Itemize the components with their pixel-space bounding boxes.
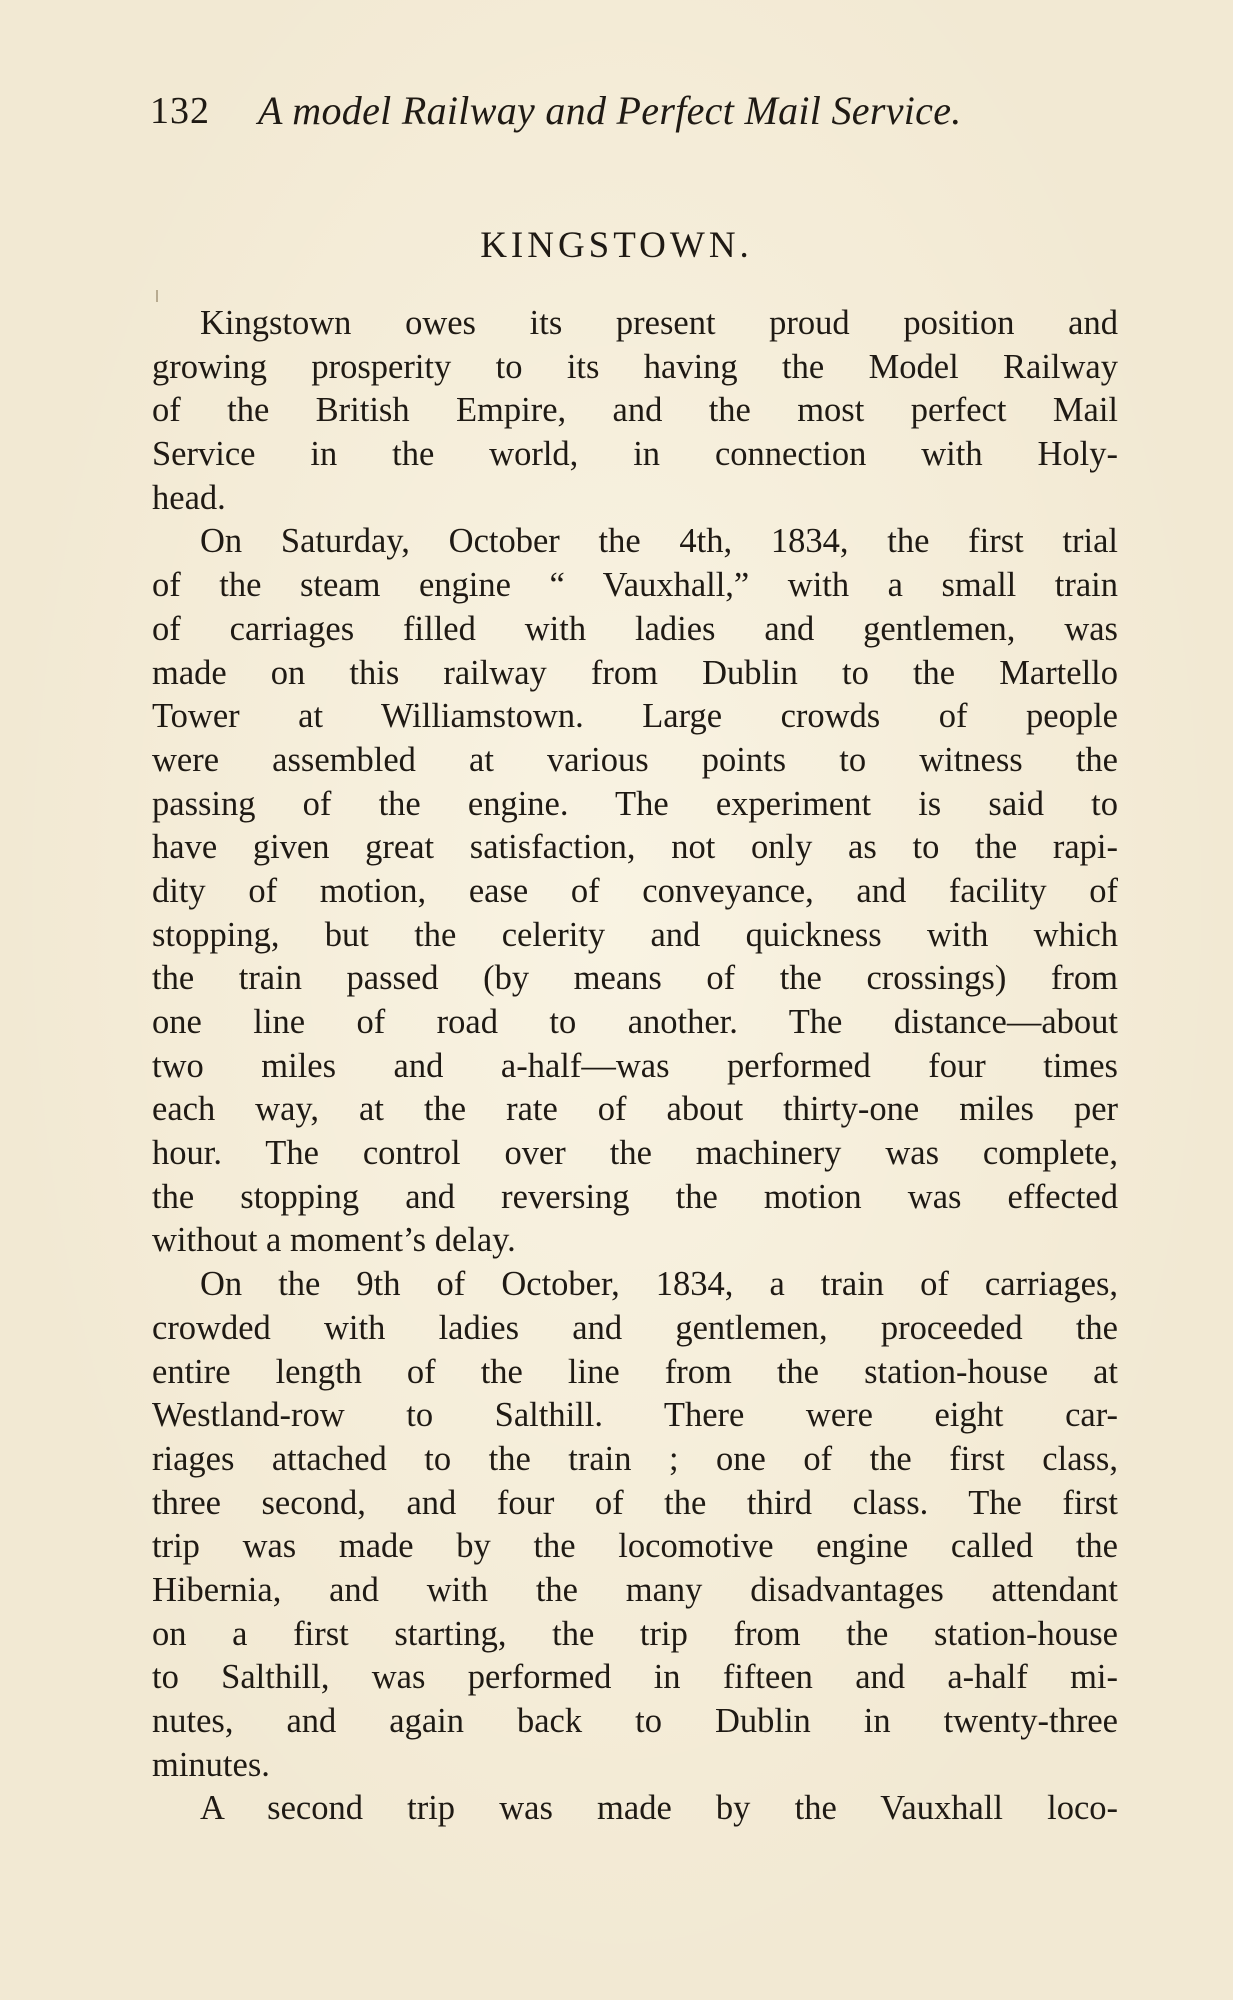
text-line: Hibernia, and with the many disadvantages attendant (152, 1570, 1118, 1609)
text-line: riages attached to the train ; one of the first class, (152, 1439, 1118, 1478)
text-line: On the 9th of October, 1834, a train of carriages, (200, 1265, 1118, 1304)
text-line: made on this railway from Dublin to the Martello (152, 653, 1118, 692)
text-line: two miles and a-half—was performed four times (152, 1046, 1118, 1085)
page-number: 132 (150, 90, 210, 132)
running-title: A model Railway and Perfect Mail Service. (258, 88, 962, 133)
text-line: trip was made by the locomotive engine called the (152, 1527, 1118, 1566)
text-line: on a first starting, the trip from the station-house (152, 1614, 1118, 1653)
text-line: Tower at Williamstown. Large crowds of people (152, 697, 1118, 736)
text-line: crowded with ladies and gentlemen, proceeded the (152, 1308, 1118, 1347)
text-line: minutes. (152, 1745, 270, 1784)
text-line: nutes, and again back to Dublin in twenty-three (152, 1702, 1118, 1740)
text-line: without a moment’s delay. (152, 1221, 516, 1260)
text-line: stopping, but the celerity and quickness with which (152, 915, 1118, 954)
text-line: head. (152, 478, 226, 517)
text-line: the stopping and reversing the motion was effected (152, 1177, 1118, 1216)
text-line: passing of the engine. The experiment is said to (152, 784, 1118, 823)
text-line: of carriages filled with ladies and gentlemen, was (152, 609, 1118, 648)
text-line: entire length of the line from the station-house at (152, 1352, 1118, 1391)
text-line: each way, at the rate of about thirty-one miles per (152, 1090, 1118, 1129)
text-line: Service in the world, in connection with Holy- (152, 435, 1118, 474)
text-line: Westland-row to Salthill. There were eight car- (152, 1396, 1118, 1435)
text-line: of the British Empire, and the most perfect Mail (152, 391, 1118, 430)
text-line: growing prosperity to its having the Model Railway (152, 347, 1118, 386)
text-line: the train passed (by means of the crossings) from (152, 959, 1118, 998)
text-line: hour. The control over the machinery was complete, (152, 1134, 1118, 1173)
print-mark (156, 290, 158, 302)
text-line: one line of road to another. The distance—about (152, 1003, 1118, 1041)
text-line: dity of motion, ease of conveyance, and facility of (152, 871, 1118, 910)
text-line: A second trip was made by the Vauxhall loco- (200, 1789, 1118, 1828)
text-line: of the steam engine “ Vauxhall,” with a small train (152, 566, 1118, 605)
section-title: KINGSTOWN. (480, 225, 753, 266)
body-text (152, 302, 1118, 1831)
text-line: Kingstown owes its present proud position and (200, 304, 1118, 342)
running-head (150, 86, 1110, 136)
text-line: were assembled at various points to witness the (152, 740, 1118, 779)
text-line: three second, and four of the third class. The first (152, 1483, 1118, 1522)
text-line: to Salthill, was performed in fifteen and a-half mi- (152, 1658, 1118, 1697)
text-line: have given great satisfaction, not only as to the rapi- (152, 828, 1118, 867)
text-line: On Saturday, October the 4th, 1834, the first trial (200, 522, 1118, 561)
